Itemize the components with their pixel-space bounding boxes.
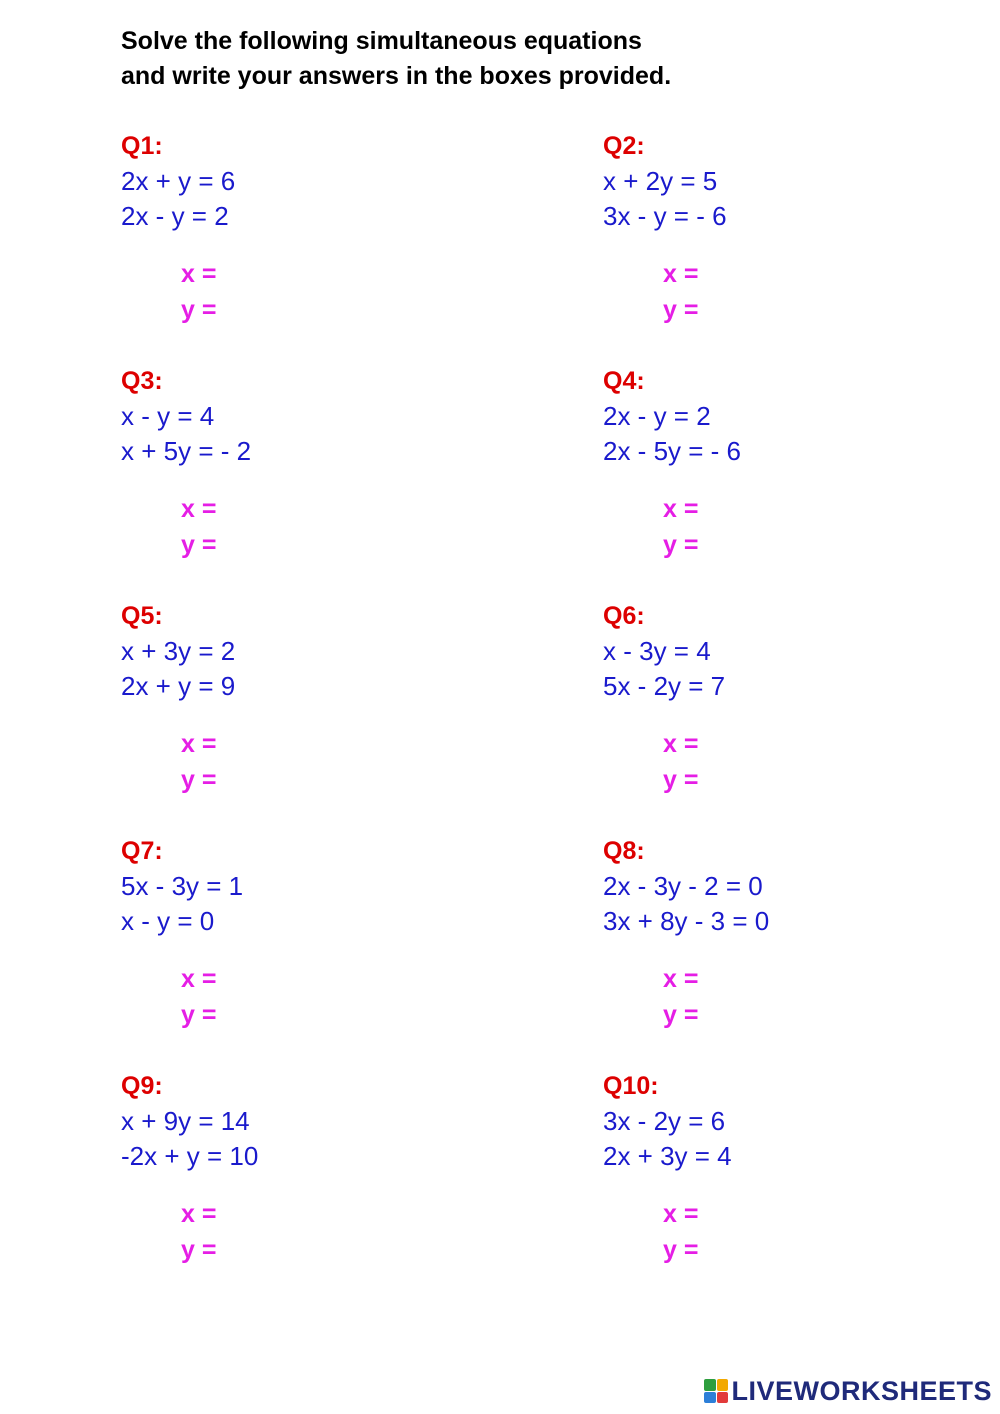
answer-y-input[interactable] bbox=[229, 1000, 323, 1032]
logo-text: LIVEWORKSHEETS bbox=[731, 1375, 992, 1406]
answer-x-input[interactable] bbox=[229, 494, 323, 526]
equation-1: 2x + y = 6 bbox=[121, 166, 236, 196]
answer-y-label: y = bbox=[663, 296, 699, 324]
answer-x-input[interactable] bbox=[711, 259, 805, 291]
answer-x-input[interactable] bbox=[229, 964, 323, 996]
question-label: Q8: bbox=[603, 837, 645, 865]
answer-x-input[interactable] bbox=[711, 964, 805, 996]
question-block bbox=[121, 1071, 501, 1271]
equation-1: x - 3y = 4 bbox=[603, 636, 711, 666]
instructions-line-1: Solve the following simultaneous equations bbox=[121, 27, 642, 55]
answer-x-label: x = bbox=[181, 730, 217, 758]
question-block bbox=[603, 366, 983, 566]
equation-1: x + 9y = 14 bbox=[121, 1106, 250, 1136]
answer-y-input[interactable] bbox=[711, 765, 805, 797]
answer-y-input[interactable] bbox=[711, 295, 805, 327]
question-label: Q4: bbox=[603, 367, 645, 395]
equation-2: -2x + y = 10 bbox=[121, 1141, 259, 1171]
question-label: Q2: bbox=[603, 132, 645, 160]
equation-1: 2x - y = 2 bbox=[603, 401, 711, 431]
question-label: Q6: bbox=[603, 602, 645, 630]
equation-1: x + 3y = 2 bbox=[121, 636, 236, 666]
equation-1: x - y = 4 bbox=[121, 401, 215, 431]
answer-x-label: x = bbox=[181, 495, 217, 523]
question-label: Q3: bbox=[121, 367, 163, 395]
logo-mark-cell bbox=[717, 1392, 729, 1404]
question-block bbox=[603, 1071, 983, 1271]
equation-1: 5x - 3y = 1 bbox=[121, 871, 244, 901]
question-block bbox=[603, 601, 983, 801]
equation-1: x + 2y = 5 bbox=[603, 166, 718, 196]
answer-y-input[interactable] bbox=[711, 530, 805, 562]
question-block bbox=[603, 836, 983, 1036]
equation-2: 3x + 8y - 3 = 0 bbox=[603, 906, 770, 936]
answer-y-label: y = bbox=[181, 1236, 217, 1264]
question-label: Q1: bbox=[121, 132, 163, 160]
instructions bbox=[121, 24, 821, 94]
answer-y-label: y = bbox=[663, 1001, 699, 1029]
answer-x-label: x = bbox=[663, 260, 699, 288]
logo-mark-cell bbox=[704, 1392, 716, 1404]
answer-y-input[interactable] bbox=[229, 765, 323, 797]
question-block bbox=[603, 131, 983, 331]
equation-2: 3x - y = - 6 bbox=[603, 201, 727, 231]
answer-x-input[interactable] bbox=[229, 259, 323, 291]
answer-x-label: x = bbox=[181, 965, 217, 993]
equation-2: 5x - 2y = 7 bbox=[603, 671, 726, 701]
instructions-line-2: and write your answers in the boxes provided. bbox=[121, 62, 672, 90]
equation-2: 2x - 5y = - 6 bbox=[603, 436, 741, 466]
answer-x-label: x = bbox=[181, 1200, 217, 1228]
answer-x-input[interactable] bbox=[711, 729, 805, 761]
answer-x-input[interactable] bbox=[229, 729, 323, 761]
answer-x-label: x = bbox=[663, 1200, 699, 1228]
answer-y-label: y = bbox=[663, 531, 699, 559]
logo-mark-cell bbox=[717, 1379, 729, 1391]
question-label: Q7: bbox=[121, 837, 163, 865]
answer-y-label: y = bbox=[181, 1001, 217, 1029]
answer-x-label: x = bbox=[663, 495, 699, 523]
answer-y-label: y = bbox=[181, 296, 217, 324]
answer-y-input[interactable] bbox=[229, 530, 323, 562]
answer-y-input[interactable] bbox=[229, 1235, 323, 1267]
question-block bbox=[121, 836, 501, 1036]
answer-x-input[interactable] bbox=[229, 1199, 323, 1231]
answer-x-label: x = bbox=[663, 730, 699, 758]
liveworksheets-logo bbox=[704, 1376, 992, 1406]
liveworksheets-logo-icon bbox=[704, 1379, 728, 1403]
question-label: Q10: bbox=[603, 1072, 659, 1100]
answer-y-label: y = bbox=[181, 766, 217, 794]
equation-2: 2x - y = 2 bbox=[121, 201, 229, 231]
equation-2: 2x + y = 9 bbox=[121, 671, 236, 701]
equation-1: 2x - 3y - 2 = 0 bbox=[603, 871, 763, 901]
equation-2: x + 5y = - 2 bbox=[121, 436, 252, 466]
question-block bbox=[121, 601, 501, 801]
question-block bbox=[121, 366, 501, 566]
question-label: Q9: bbox=[121, 1072, 163, 1100]
question-label: Q5: bbox=[121, 602, 163, 630]
answer-x-input[interactable] bbox=[711, 1199, 805, 1231]
answer-x-label: x = bbox=[663, 965, 699, 993]
answer-y-label: y = bbox=[663, 1236, 699, 1264]
logo-mark-cell bbox=[704, 1379, 716, 1391]
equation-2: 2x + 3y = 4 bbox=[603, 1141, 732, 1171]
answer-y-input[interactable] bbox=[711, 1235, 805, 1267]
answer-y-input[interactable] bbox=[229, 295, 323, 327]
answer-y-label: y = bbox=[663, 766, 699, 794]
answer-x-label: x = bbox=[181, 260, 217, 288]
answer-y-input[interactable] bbox=[711, 1000, 805, 1032]
answer-x-input[interactable] bbox=[711, 494, 805, 526]
answer-y-label: y = bbox=[181, 531, 217, 559]
equation-2: x - y = 0 bbox=[121, 906, 215, 936]
equation-1: 3x - 2y = 6 bbox=[603, 1106, 726, 1136]
question-block bbox=[121, 131, 501, 331]
